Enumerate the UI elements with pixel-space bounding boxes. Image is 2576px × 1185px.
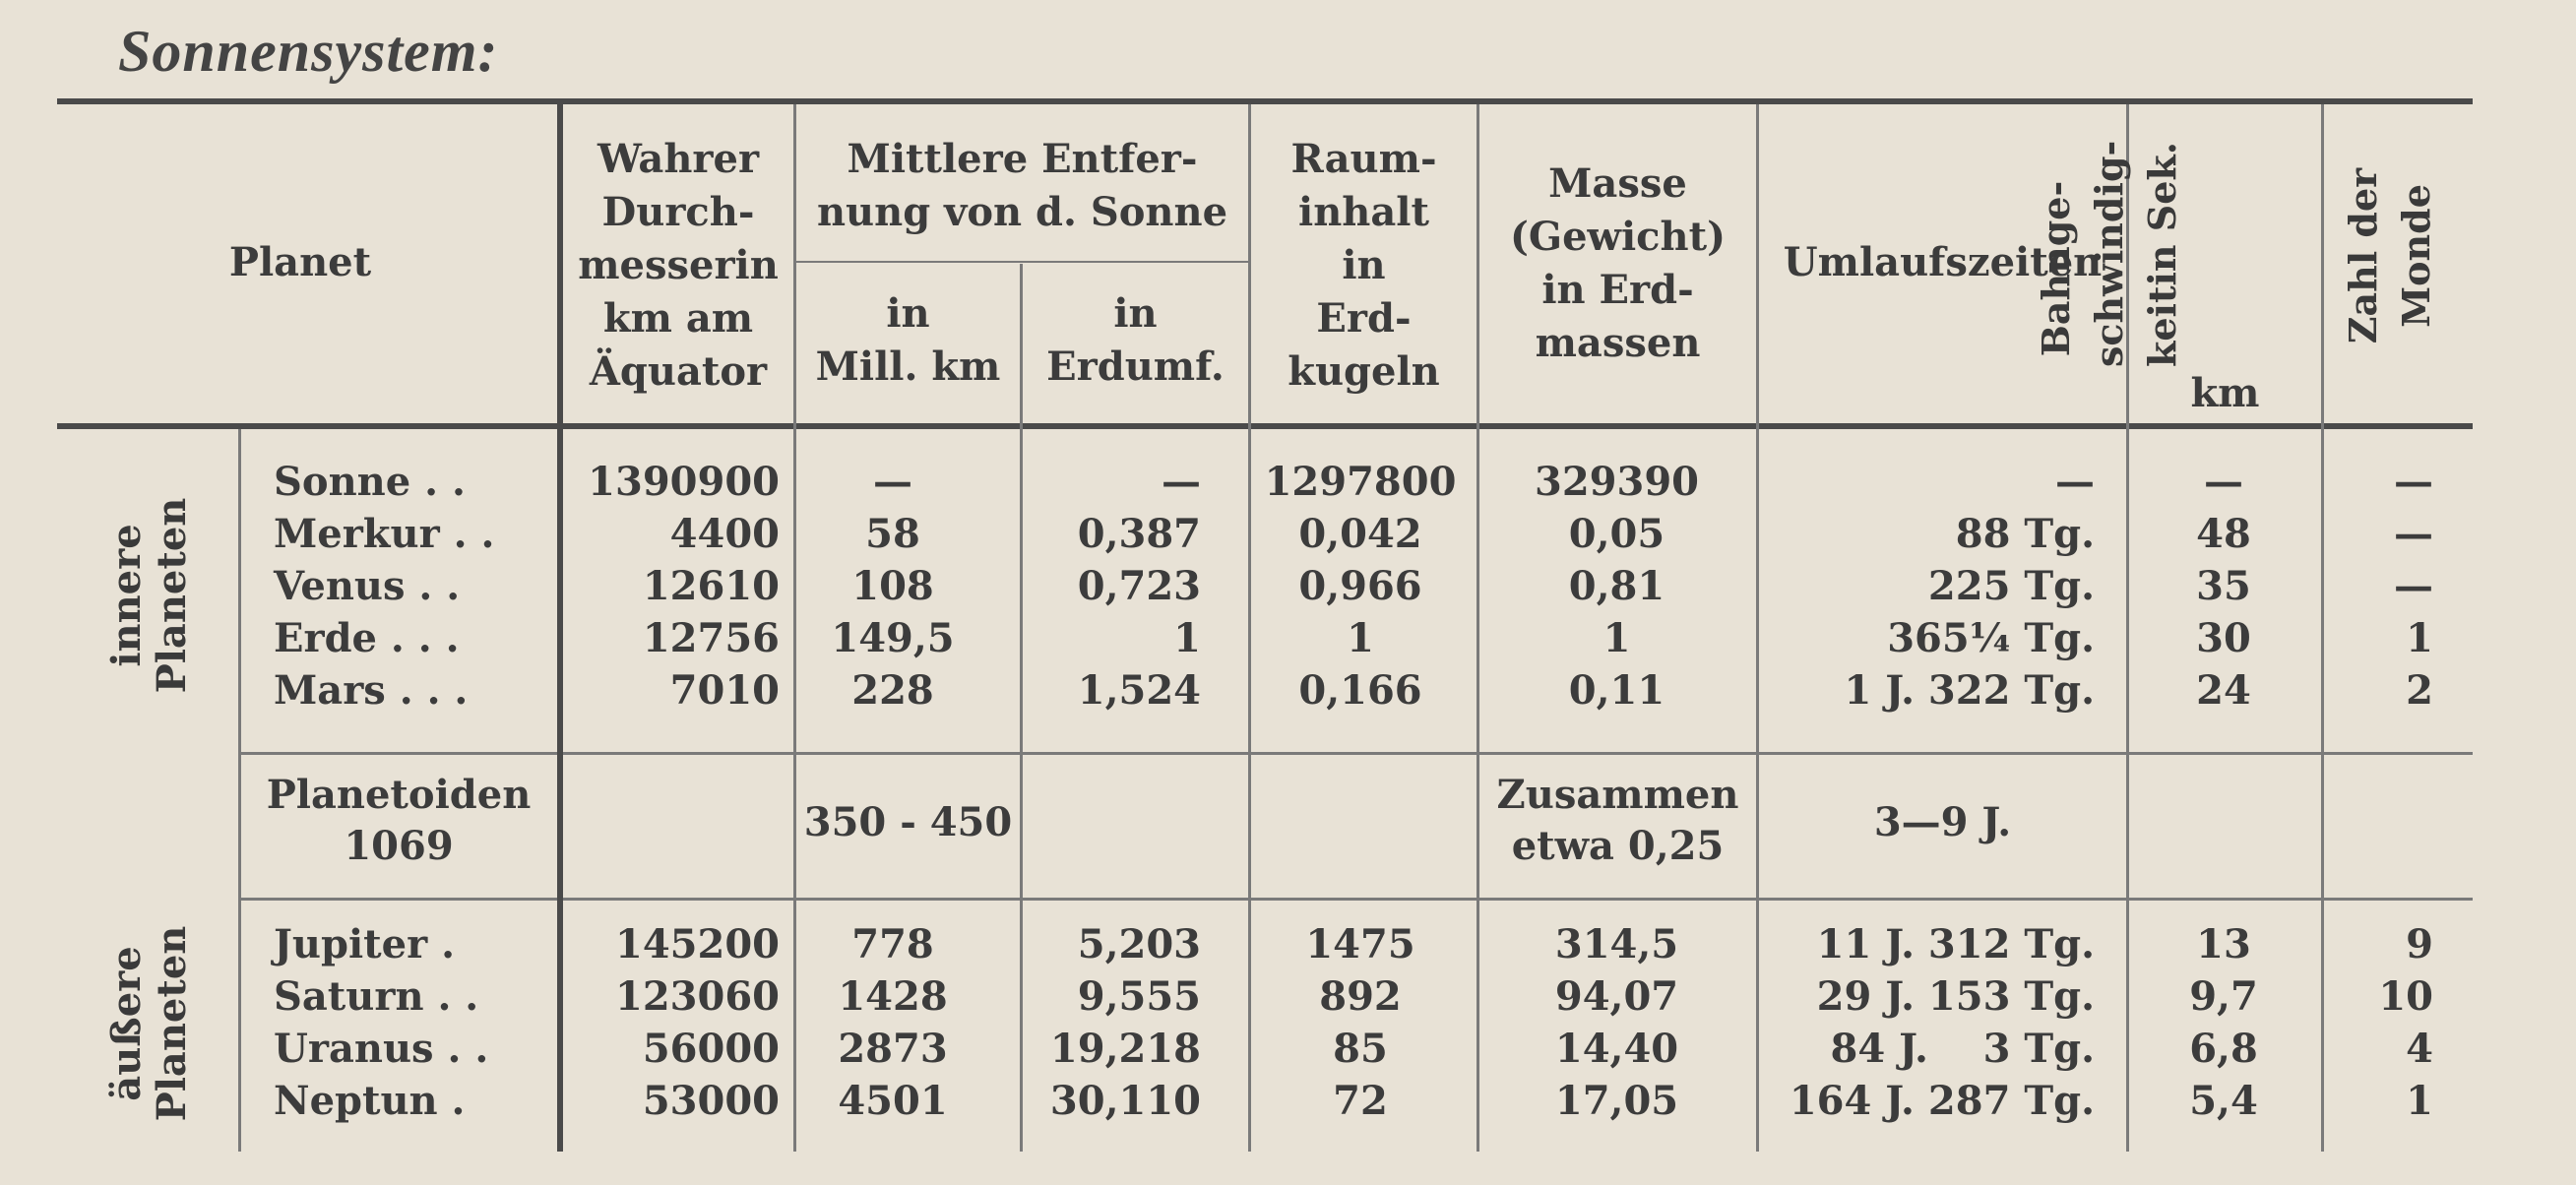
planetoid-mill-km: 350 - 450: [803, 799, 1013, 845]
header-diameter-line: Durch-: [601, 189, 755, 235]
col-rule-1: [793, 104, 796, 1152]
header-line: keitin Sek.: [2140, 142, 2184, 367]
cell-name: Uranus . .: [274, 1026, 489, 1072]
group-column-rule: [238, 429, 241, 1152]
cell-diameter: 53000: [642, 1078, 780, 1124]
header-line: Erd-: [1316, 295, 1412, 342]
group-line: Planeten: [149, 497, 195, 694]
cell-speed: —: [2204, 459, 2243, 505]
cell-mass: 329390: [1535, 459, 1699, 505]
cell-period: 88 Tg.: [1955, 511, 2095, 557]
cell-moons: —: [2394, 511, 2433, 557]
cell-speed: 9,7: [2189, 973, 2258, 1020]
cell-period: 225 Tg.: [1927, 563, 2095, 609]
group-label-outer: [104, 905, 203, 1142]
cell-period: 29 J. 153 Tg.: [1816, 973, 2095, 1020]
header-line: Masse: [1548, 160, 1687, 207]
cell-erdumf: 1: [1173, 615, 1201, 661]
cell-name: Merkur . .: [274, 511, 495, 557]
planetoid-mass: [1479, 770, 1756, 872]
cell-period: 164 J. 287 Tg.: [1789, 1078, 2095, 1124]
header-diameter-line: Wahrer: [597, 136, 760, 182]
cell-period: 84 J. 3 Tg.: [1830, 1026, 2095, 1072]
cell-moons: —: [2394, 459, 2433, 505]
planetoid-bottom-rule: [241, 898, 2473, 901]
header-volume: [1251, 133, 1476, 399]
cell-volume: 85: [1333, 1026, 1388, 1072]
cell-diameter: 145200: [615, 921, 780, 967]
cell-erdumf: 19,218: [1049, 1026, 1201, 1072]
cell-speed: 13: [2196, 921, 2251, 967]
header-period: Umlaufszeiten: [1783, 239, 2103, 285]
header-line: Erdumf.: [1046, 343, 1225, 390]
cell-diameter: 4400: [669, 511, 780, 557]
cell-mill_km: —: [873, 459, 912, 505]
header-line: Raum-: [1290, 136, 1437, 182]
header-distance: [796, 133, 1248, 239]
header-diameter: [563, 133, 793, 399]
header-distance-line: nung von d. Sonne: [816, 189, 1228, 235]
cell-mill_km: 228: [851, 667, 934, 714]
cell-mill_km: 2873: [838, 1026, 948, 1072]
cell-name: Venus . .: [274, 563, 461, 609]
cell-moons: 1: [2406, 615, 2433, 661]
cell-erdumf: 1,524: [1077, 667, 1201, 714]
header-line: Bahnge-: [2034, 180, 2078, 357]
cell-mass: 0,81: [1568, 563, 1665, 609]
header-line: (Gewicht): [1509, 214, 1726, 260]
header-line: in: [1113, 290, 1158, 337]
planetoid-name: [246, 770, 551, 872]
cell-name: Saturn . .: [274, 973, 479, 1020]
cell-moons: —: [2394, 563, 2433, 609]
header-line: schwindig-: [2087, 140, 2131, 367]
cell-name: Sonne . .: [274, 459, 466, 505]
header-diameter-line: km am: [602, 295, 754, 342]
header-line: Monde: [2394, 184, 2438, 328]
cell-name: Mars . . .: [274, 667, 469, 714]
cell-volume: 0,166: [1298, 667, 1422, 714]
header-distance-line: Mittlere Entfer-: [847, 136, 1198, 182]
cell-moons: 4: [2406, 1026, 2433, 1072]
planetoid-period: 3—9 J.: [1873, 799, 2012, 845]
planetoid-name-line: Planetoiden: [266, 772, 532, 818]
cell-diameter: 12610: [642, 563, 780, 609]
cell-erdumf: 5,203: [1077, 921, 1201, 967]
cell-erdumf: 0,723: [1077, 563, 1201, 609]
cell-moons: 9: [2406, 921, 2433, 967]
group-line: Planeten: [149, 925, 195, 1122]
col-rule-7: [2321, 104, 2324, 1152]
header-line: Zahl der: [2341, 167, 2385, 344]
header-line: inhalt: [1298, 189, 1429, 235]
cell-mass: 14,40: [1554, 1026, 1679, 1072]
header-line: Mill. km: [815, 343, 1001, 390]
col-rule-2: [1020, 264, 1023, 1152]
cell-speed: 35: [2196, 563, 2251, 609]
planetoid-mass-line: etwa 0,25: [1511, 823, 1725, 869]
header-mass: [1479, 157, 1756, 370]
cell-moons: 10: [2378, 973, 2433, 1020]
cell-speed: 6,8: [2189, 1026, 2258, 1072]
header-bottom-rule: [57, 423, 2473, 429]
cell-volume: 1475: [1305, 921, 1415, 967]
cell-volume: 892: [1319, 973, 1402, 1020]
header-dist-mill-km: [796, 287, 1020, 394]
header-line: massen: [1535, 320, 1701, 366]
group-line: innere: [103, 524, 150, 667]
cell-mass: 1: [1602, 615, 1631, 661]
cell-erdumf: 0,387: [1077, 511, 1201, 557]
cell-mass: 17,05: [1554, 1078, 1679, 1124]
cell-mass: 0,11: [1568, 667, 1665, 714]
cell-volume: 0,042: [1298, 511, 1422, 557]
cell-name: Neptun .: [274, 1078, 466, 1124]
cell-period: 1 J. 322 Tg.: [1844, 667, 2095, 714]
cell-name: Jupiter .: [274, 921, 456, 967]
header-line: in: [886, 290, 930, 337]
header-line: in Erd-: [1541, 267, 1694, 313]
cell-period: 365¼ Tg.: [1887, 615, 2095, 661]
cell-mill_km: 149,5: [831, 615, 955, 661]
cell-mass: 0,05: [1568, 511, 1665, 557]
cell-diameter: 1390900: [588, 459, 780, 505]
planetoid-top-rule: [241, 752, 2473, 755]
cell-diameter: 56000: [642, 1026, 780, 1072]
cell-erdumf: 30,110: [1049, 1078, 1201, 1124]
group-line: äußere: [103, 946, 150, 1101]
page-title: Sonnensystem:: [118, 19, 499, 84]
cell-speed: 48: [2196, 511, 2251, 557]
cell-diameter: 7010: [669, 667, 780, 714]
cell-volume: 0,966: [1298, 563, 1422, 609]
planetoid-mass-line: Zusammen: [1496, 772, 1739, 818]
header-diameter-line: Äquator: [589, 348, 768, 395]
cell-erdumf: —: [1162, 459, 1201, 505]
header-dist-erdumf: [1023, 287, 1248, 394]
header-speed-unit: km: [2190, 370, 2260, 416]
cell-period: —: [2055, 459, 2095, 505]
header-diameter-line: messerin: [578, 242, 779, 288]
cell-mill_km: 4501: [838, 1078, 948, 1124]
header-speed: [2030, 140, 2223, 367]
planetoid-name-line: 1069: [344, 823, 454, 869]
cell-mill_km: 58: [865, 511, 920, 557]
top-rule: [57, 98, 2473, 104]
cell-speed: 30: [2196, 615, 2251, 661]
cell-speed: 24: [2196, 667, 2251, 714]
cell-volume: 1297800: [1264, 459, 1457, 505]
cell-mass: 94,07: [1554, 973, 1679, 1020]
cell-period: 11 J. 312 Tg.: [1816, 921, 2095, 967]
cell-mill_km: 778: [851, 921, 934, 967]
group-label-inner: [104, 477, 203, 714]
cell-moons: 1: [2406, 1078, 2433, 1124]
cell-erdumf: 9,555: [1077, 973, 1201, 1020]
cell-diameter: 123060: [615, 973, 780, 1020]
cell-mill_km: 108: [851, 563, 934, 609]
header-planet: Planet: [228, 239, 372, 285]
cell-name: Erde . . .: [274, 615, 460, 661]
cell-volume: 1: [1347, 615, 1374, 661]
cell-speed: 5,4: [2189, 1078, 2258, 1124]
header-moons: [2337, 138, 2455, 374]
distance-subheader-rule: [795, 261, 1248, 263]
header-line: in: [1342, 242, 1386, 288]
cell-mass: 314,5: [1554, 921, 1679, 967]
cell-moons: 2: [2406, 667, 2433, 714]
cell-mill_km: 1428: [838, 973, 948, 1020]
cell-volume: 72: [1333, 1078, 1388, 1124]
cell-diameter: 12756: [642, 615, 780, 661]
header-line: kugeln: [1288, 348, 1440, 395]
